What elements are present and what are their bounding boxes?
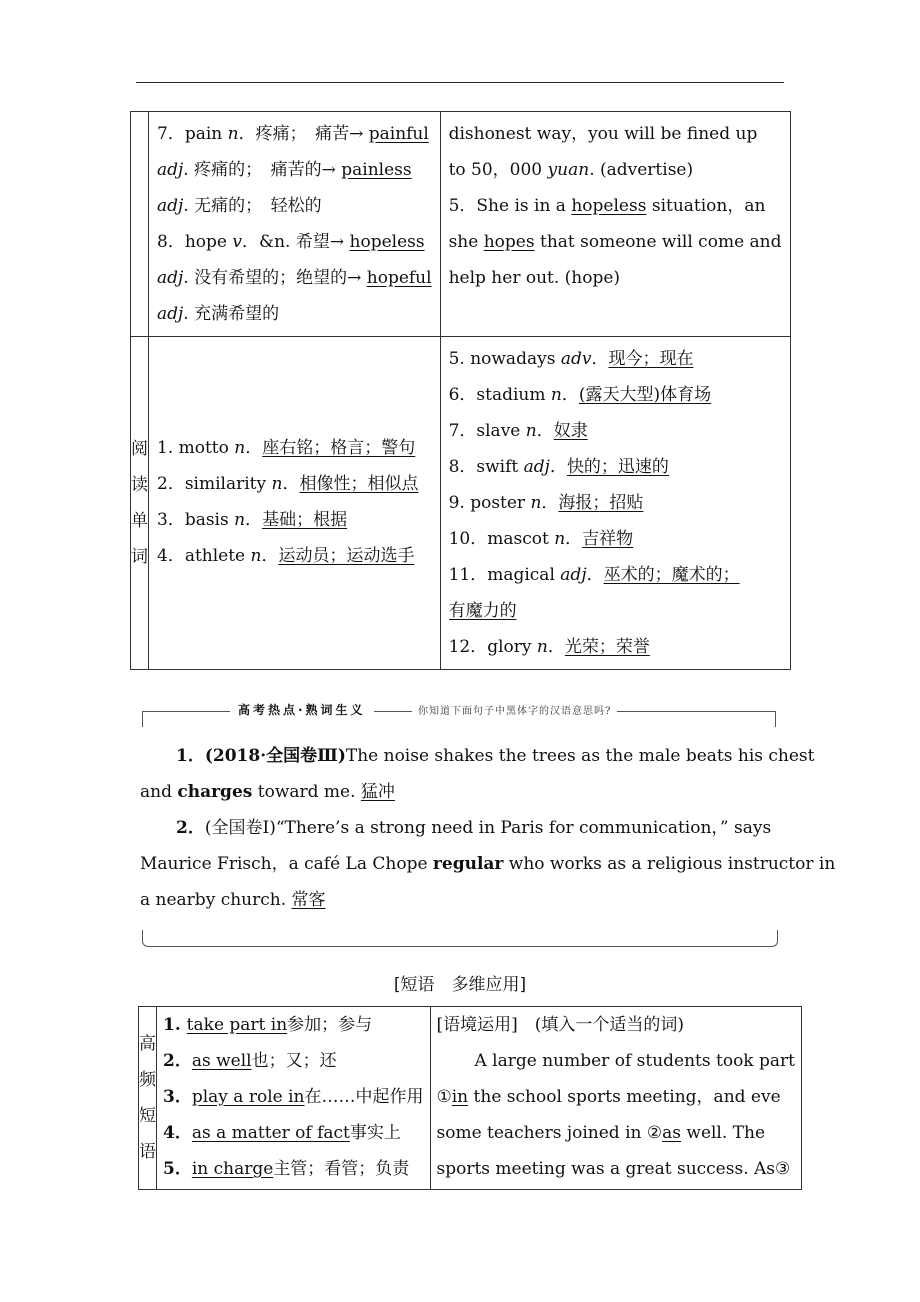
- vocab-line: 2．similarity n．相像性；相似点: [157, 474, 419, 494]
- answer-definition: 奴隶: [553, 421, 588, 441]
- hot-words-header: [142, 698, 776, 724]
- vocab-line: 3．basis n．基础；根据: [157, 510, 348, 530]
- answer-definition: 巫术的；魔术的；: [603, 565, 740, 585]
- vocab-line: [449, 593, 782, 629]
- vocab-line: 10．mascot n．吉祥物: [448, 529, 634, 549]
- answer-word: painless: [341, 160, 412, 180]
- word-form-line: adj. 没有希望的；绝望的→ hopeful: [157, 268, 432, 288]
- phrase-label: 高 频 短 语: [139, 1007, 157, 1190]
- phrase-meaning: 参加；参与: [287, 1015, 373, 1035]
- answer-word: hopeless: [349, 232, 425, 252]
- answer-definition: 有魔力的: [448, 601, 517, 621]
- context-line: A large number of students took part: [474, 1051, 795, 1071]
- row-label-cell: [131, 112, 149, 337]
- answer-meaning: 常客: [291, 890, 326, 910]
- vocab-line: 9. poster n．海报；招贴: [448, 493, 644, 513]
- example-line: to 50，000 yuan. (advertise): [448, 160, 694, 180]
- phrase-table: [138, 1006, 802, 1190]
- table-row: [131, 337, 791, 670]
- reading-words-label: 阅 读 单 词: [131, 337, 149, 670]
- vocab-line: 11．magical adj．巫术的；魔术的；: [448, 565, 740, 585]
- phrase: in charge: [191, 1159, 274, 1179]
- answer-word: hopeless: [571, 196, 647, 216]
- vocab-line: 4．athlete n．运动员；运动选手: [157, 546, 415, 566]
- answer-definition: 运动员；运动选手: [278, 546, 415, 566]
- word-form-line: adj. 疼痛的； 痛苦的→ painless: [157, 160, 412, 180]
- phrase: take part in: [186, 1015, 288, 1035]
- context-line: sports meeting was a great success. As③: [436, 1159, 791, 1179]
- word-forms-cell: [149, 112, 441, 337]
- vocab-line: 5. nowadays adv．现今；现在: [448, 349, 694, 369]
- hot-words-footer: [142, 930, 778, 947]
- phrase-list-cell: [157, 1007, 431, 1190]
- vocab-line: 8．swift adj．快的；迅速的: [448, 457, 669, 477]
- phrase-line: 5．in charge主管；看管；负责: [163, 1159, 410, 1179]
- answer-definition: 现今；现在: [608, 349, 694, 369]
- hot-words-subtitle: 你知道下面句子中黑体字的汉语意思吗?: [412, 702, 617, 717]
- word-form-line: adj. 充满希望的: [157, 304, 280, 324]
- word-form-line: 7．pain n．疼痛； 痛苦→ painful: [157, 124, 429, 144]
- hot-words-title: 高考热点·熟词生义: [230, 701, 374, 718]
- reading-words-left-cell: [149, 337, 441, 670]
- answer-definition: 相像性；相似点: [299, 474, 419, 494]
- word-form-line: 8．hope v．&n. 希望→ hopeless: [157, 232, 425, 252]
- answer-word: hopeful: [366, 268, 432, 288]
- answer-definition: 吉祥物: [582, 529, 634, 549]
- answer-definition: 快的；迅速的: [566, 457, 669, 477]
- context-line: ①in the school sports meeting，and eve: [436, 1087, 781, 1107]
- phrase: as a matter of fact: [191, 1123, 350, 1143]
- phrase-meaning: 主管；看管；负责: [273, 1159, 410, 1179]
- phrase-meaning: 在……中起作用: [304, 1087, 424, 1107]
- phrase: play a role in: [191, 1087, 305, 1107]
- reading-words-right-cell: [440, 337, 790, 670]
- example-line: dishonest way，you will be fined up: [448, 124, 758, 144]
- vocab-table: [130, 111, 791, 670]
- example-line: she hopes that someone will come and: [448, 232, 782, 252]
- table-row: [139, 1007, 802, 1190]
- answer-definition: 海报；招贴: [558, 493, 644, 513]
- word-form-line: adj. 无痛的； 轻松的: [157, 196, 322, 216]
- hot-item-2: 2．(全国卷Ⅰ)“There’s a strong need in Paris for communication，” says Maurice Frisch，a café La Chope regular who works as a religious instructor in a nearby church. 常客: [140, 818, 836, 910]
- phrase-meaning: 事实上: [349, 1123, 401, 1143]
- table-row: [131, 112, 791, 337]
- vocab-line: 12．glory n．光荣；荣誉: [448, 637, 650, 657]
- example-line: 5．She is in a hopeless situation，an: [448, 196, 766, 216]
- section-title: [短语 多维应用]: [393, 975, 527, 995]
- phrase: as well: [191, 1051, 252, 1071]
- header-rule: [136, 82, 784, 83]
- example-line: help her out. (hope): [448, 268, 621, 288]
- vocab-line: 7．slave n．奴隶: [448, 421, 588, 441]
- phrase-line: 3．play a role in在……中起作用: [163, 1087, 424, 1107]
- phrase-meaning: 也；又；还: [251, 1051, 337, 1071]
- vocab-line: 1. motto n．座右铭；格言；警句: [157, 438, 416, 458]
- answer-definition: (露天大型)体育场: [578, 385, 712, 405]
- word-forms-examples-cell: [440, 112, 790, 337]
- context-use-cell: [430, 1007, 802, 1190]
- answer-definition: 座右铭；格言；警句: [262, 438, 416, 458]
- context-line: some teachers joined in ②as well. The: [436, 1123, 766, 1143]
- answer-definition: 光荣；荣誉: [564, 637, 650, 657]
- phrase-line: 2．as well也；又；还: [163, 1051, 337, 1071]
- answer-word: painful: [368, 124, 429, 144]
- hot-item-1: 1．(2018·全国卷Ⅲ) The noise shakes the trees as the male beats his chest and charges toward me. 猛冲: [140, 746, 815, 802]
- answer-meaning: 猛冲: [360, 782, 395, 802]
- vocab-line: 6．stadium n．(露天大型)体育场: [448, 385, 712, 405]
- context-heading: [语境运用] (填入一个适当的词): [436, 1015, 685, 1035]
- answer-definition: 基础；根据: [262, 510, 348, 530]
- phrase-line: 4．as a matter of fact事实上: [163, 1123, 401, 1143]
- phrase-line: 1. take part in参加；参与: [163, 1015, 373, 1035]
- answer-word: hopes: [483, 232, 535, 252]
